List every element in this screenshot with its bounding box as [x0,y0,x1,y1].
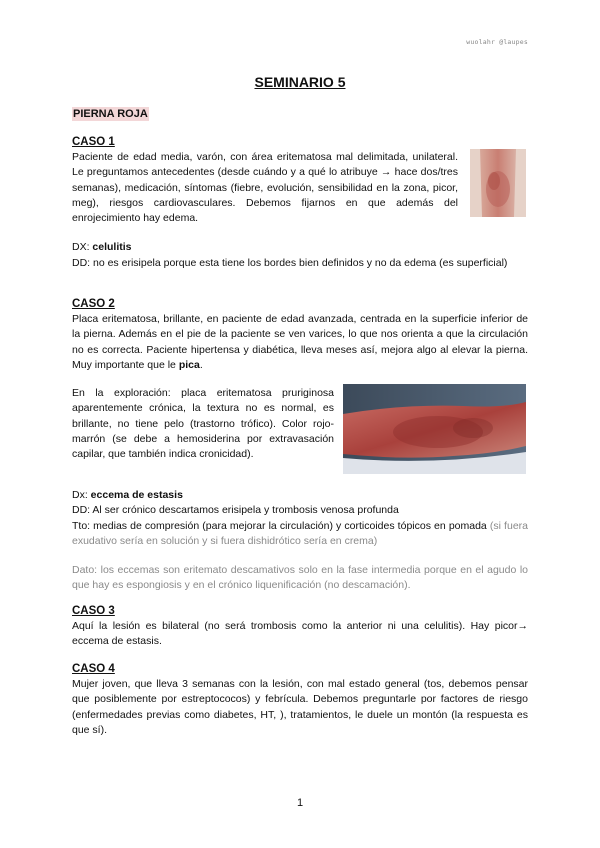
page-title: SEMINARIO 5 [254,74,346,90]
caso2-exploracion: En la exploración: placa eritematosa pruriginosa aparentemente crónica, la textura no es normal, es brillante, no tiene pelo (trastorno trófico). Color rojo-marrón (se debe a hemosiderina por extravasación capilar, que también indica cronicidad). [72,387,334,461]
caso3-text: Aquí la lesión es bilateral (no será trombosis como la anterior ni una celulitis). Hay picor→ eccema de estasis. [72,620,528,648]
caso2-dx-value: eccema de estasis [90,489,183,501]
caso2-dato: Dato: los eccemas son eritemato descamativos solo en la fase intermedia porque en el agudo lo que hay es espongiosis y en el crónico liquenificación (no descamación). [72,564,528,592]
caso4-heading: CASO 4 [72,663,115,675]
caso2-pica: pica [178,358,200,371]
caso2-tto: Tto: medias de compresión (para mejorar la circulación) y corticoides tópicos en pomada (si fuera exudativo sería en solución y si fuera dishidrótico sería en crema) [72,519,528,547]
page-number: 1 [296,797,304,809]
caso2-dx-block [72,488,528,594]
watermark: wuolahr @laupes [466,38,528,46]
caso2-dx: Dx: eccema de estasis [72,489,183,501]
caso3-heading: CASO 3 [72,605,115,617]
caso1-dx-value: celulitis [92,241,132,254]
caso2-text: Placa eritematosa, brillante, en paciente de edad avanzada, centrada en la superficie inferior de la pierna. Además en el pie de la paciente se ven varices, lo que nos orienta a que la circulación no es correcta. Paciente hipertensa y diabética, lleva meses así, mejora algo al elevar la pierna. Muy importante que le pica. [72,313,528,371]
caso1-dx: DX: celulitis [72,241,132,254]
caso3-block [72,604,528,650]
caso1-leg-photo [470,149,526,217]
section-heading: PIERNA ROJA [73,108,148,120]
caso2-leg-photo [343,384,526,474]
caso2-dd: DD: Al ser crónico descartamos erisipela y trombosis venosa profunda [72,504,399,517]
caso1-dd: DD: no es erisipela porque esta tiene los bordes bien definidos y no da edema (es superficial) [72,256,508,269]
caso2-block [72,297,528,373]
caso2-heading: CASO 2 [72,298,115,310]
caso4-block [72,662,528,738]
caso1-text: Paciente de edad media, varón, con área eritematosa mal delimitada, unilateral. Le preguntamos antecedentes (desde cuándo y a qué lo atribuye → hace dos/tres semanas), medicación, síntomas (fiebre, evolución, sensibilidad en la zona, picor, meg), riesgos cardiovasculares. Debemos fijarnos en que además del enrojecimiento hay edema. [72,151,458,225]
caso4-text: Mujer joven, que lleva 3 semanas con la lesión, con mal estado general (tos, debemos pensar que posiblemente por estreptococos) y febrícula. Debemos preguntarle por factores de riesgo (enfermedades previas como diabetes, HT, ), tratamientos, le duele un montón (la respuesta es que sí). [72,678,528,736]
caso1-block [72,135,528,271]
caso1-heading: CASO 1 [72,136,115,148]
caso2-tto-note: (si fuera exudativo sería en solución y si fuera dishidrótico sería en crema) [72,519,528,547]
